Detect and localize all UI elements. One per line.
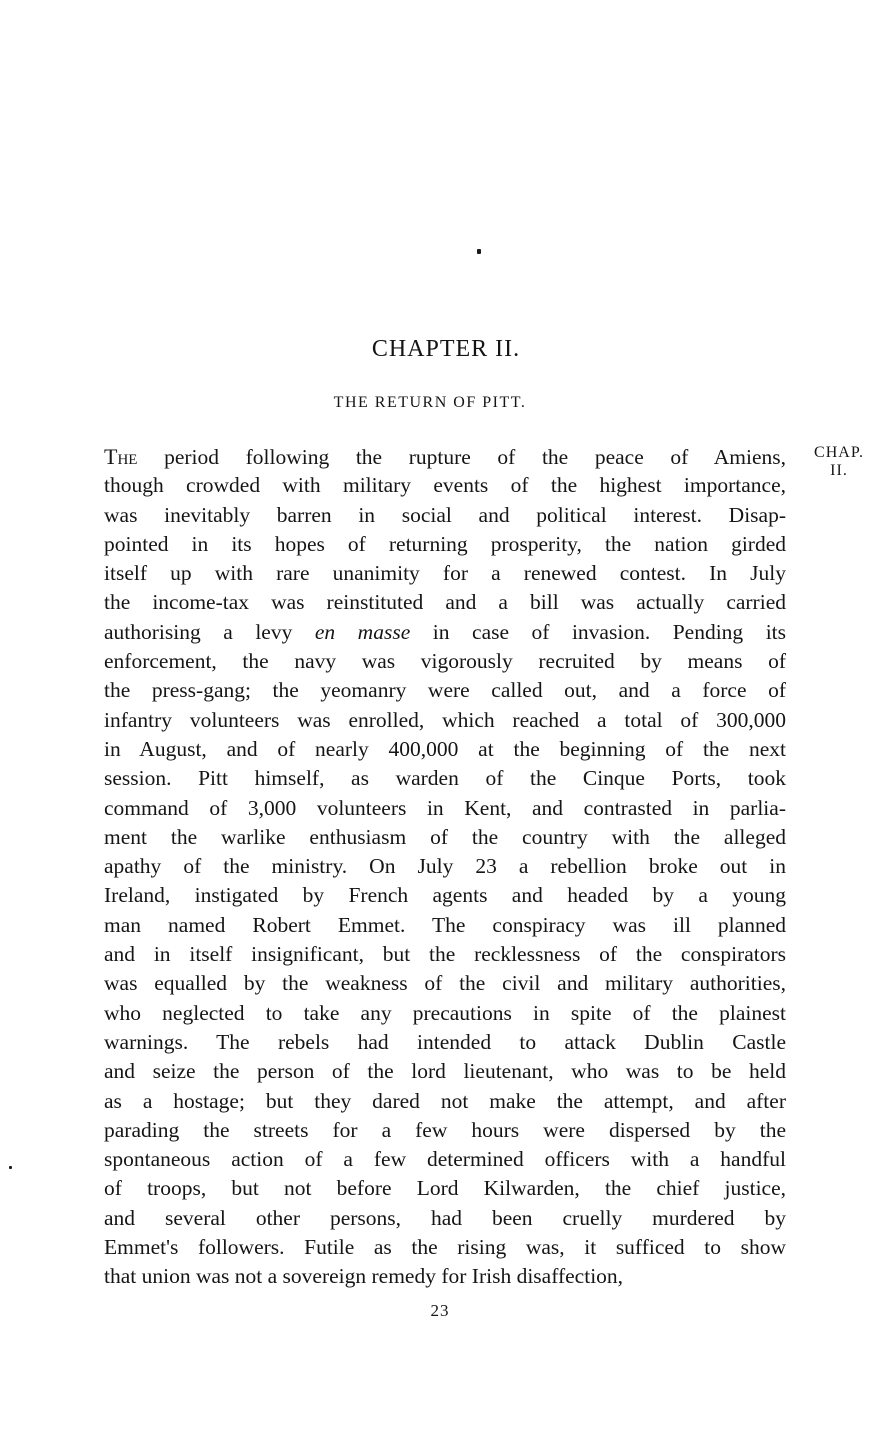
page-number: 23 — [430, 1301, 450, 1320]
body-line: warnings. The rebels had intended to attack Dublin Castle — [104, 1029, 786, 1054]
body-line: pointed in its hopes of returning prosperity, the nation girded — [104, 531, 786, 556]
line-text: in case of invasion. Pending its — [432, 619, 787, 644]
body-line: ment the warlike enthusiasm of the country with the alleged — [104, 824, 786, 849]
chapter-body-text — [104, 442, 786, 1292]
body-line: Ireland, instigated by French agents and headed by a young — [104, 883, 786, 908]
ink-speck-top — [477, 249, 481, 254]
chapter-heading: CHAPTER II. — [371, 336, 521, 362]
body-line: as a hostage; but they dared not make the attempt, and after — [104, 1088, 786, 1113]
body-line: the income-tax was reinstituted and a bill was actually carried — [104, 590, 786, 615]
body-line: command of 3,000 volunteers in Kent, and contrasted in parlia- — [104, 795, 786, 820]
body-line: in August, and of nearly 400,000 at the beginning of the next — [104, 736, 786, 761]
line-text: period following the rupture of the peace of Amiens, — [164, 445, 786, 469]
ink-speck-left-margin — [9, 1166, 12, 1169]
body-line: Emmet's followers. Futile as the rising was, it sufficed to show — [104, 1235, 786, 1260]
italic-phrase: en masse — [314, 619, 411, 644]
chapter-subtitle: THE RETURN OF PITT. — [333, 394, 527, 411]
body-line: apathy of the ministry. On July 23 a rebellion broke out in — [104, 854, 786, 879]
line-text: authorising a levy — [104, 619, 293, 644]
body-line: and seize the person of the lord lieutenant, who was to be held — [104, 1059, 786, 1084]
body-line — [104, 442, 786, 471]
body-line: and several other persons, had been cruelly murdered by — [104, 1205, 786, 1230]
body-line: enforcement, the navy was vigorously recruited by means of — [104, 649, 786, 674]
opening-word: The — [104, 444, 138, 469]
body-line: was inevitably barren in social and political interest. Disap- — [104, 502, 786, 527]
body-line: session. Pitt himself, as warden of the Cinque Ports, took — [104, 766, 786, 791]
body-line: though crowded with military events of the highest importance, — [104, 473, 786, 498]
body-line: spontaneous action of a few determined officers with a handful — [104, 1147, 786, 1172]
body-line: and in itself insignificant, but the recklessness of the conspirators — [104, 942, 786, 967]
body-line: of troops, but not before Lord Kilwarden, the chief justice, — [104, 1176, 786, 1201]
body-line: itself up with rare unanimity for a renewed contest. In July — [104, 561, 786, 586]
body-line: that union was not a sovereign remedy for Irish disaffection, — [104, 1264, 624, 1289]
body-line: infantry volunteers was enrolled, which reached a total of 300,000 — [104, 707, 786, 732]
body-line — [104, 618, 786, 647]
body-line: was equalled by the weakness of the civil and military authorities, — [104, 971, 786, 996]
body-line: the press-gang; the yeomanry were called out, and a force of — [104, 678, 786, 703]
body-line: who neglected to take any precautions in spite of the plainest — [104, 1000, 786, 1025]
marginal-chapter-note — [800, 444, 878, 480]
marginal-note-number: II. — [830, 462, 848, 479]
body-line: man named Robert Emmet. The conspiracy was ill planned — [104, 912, 786, 937]
marginal-note-chap: CHAP. — [814, 444, 864, 461]
body-line: parading the streets for a few hours were dispersed by the — [104, 1117, 786, 1142]
